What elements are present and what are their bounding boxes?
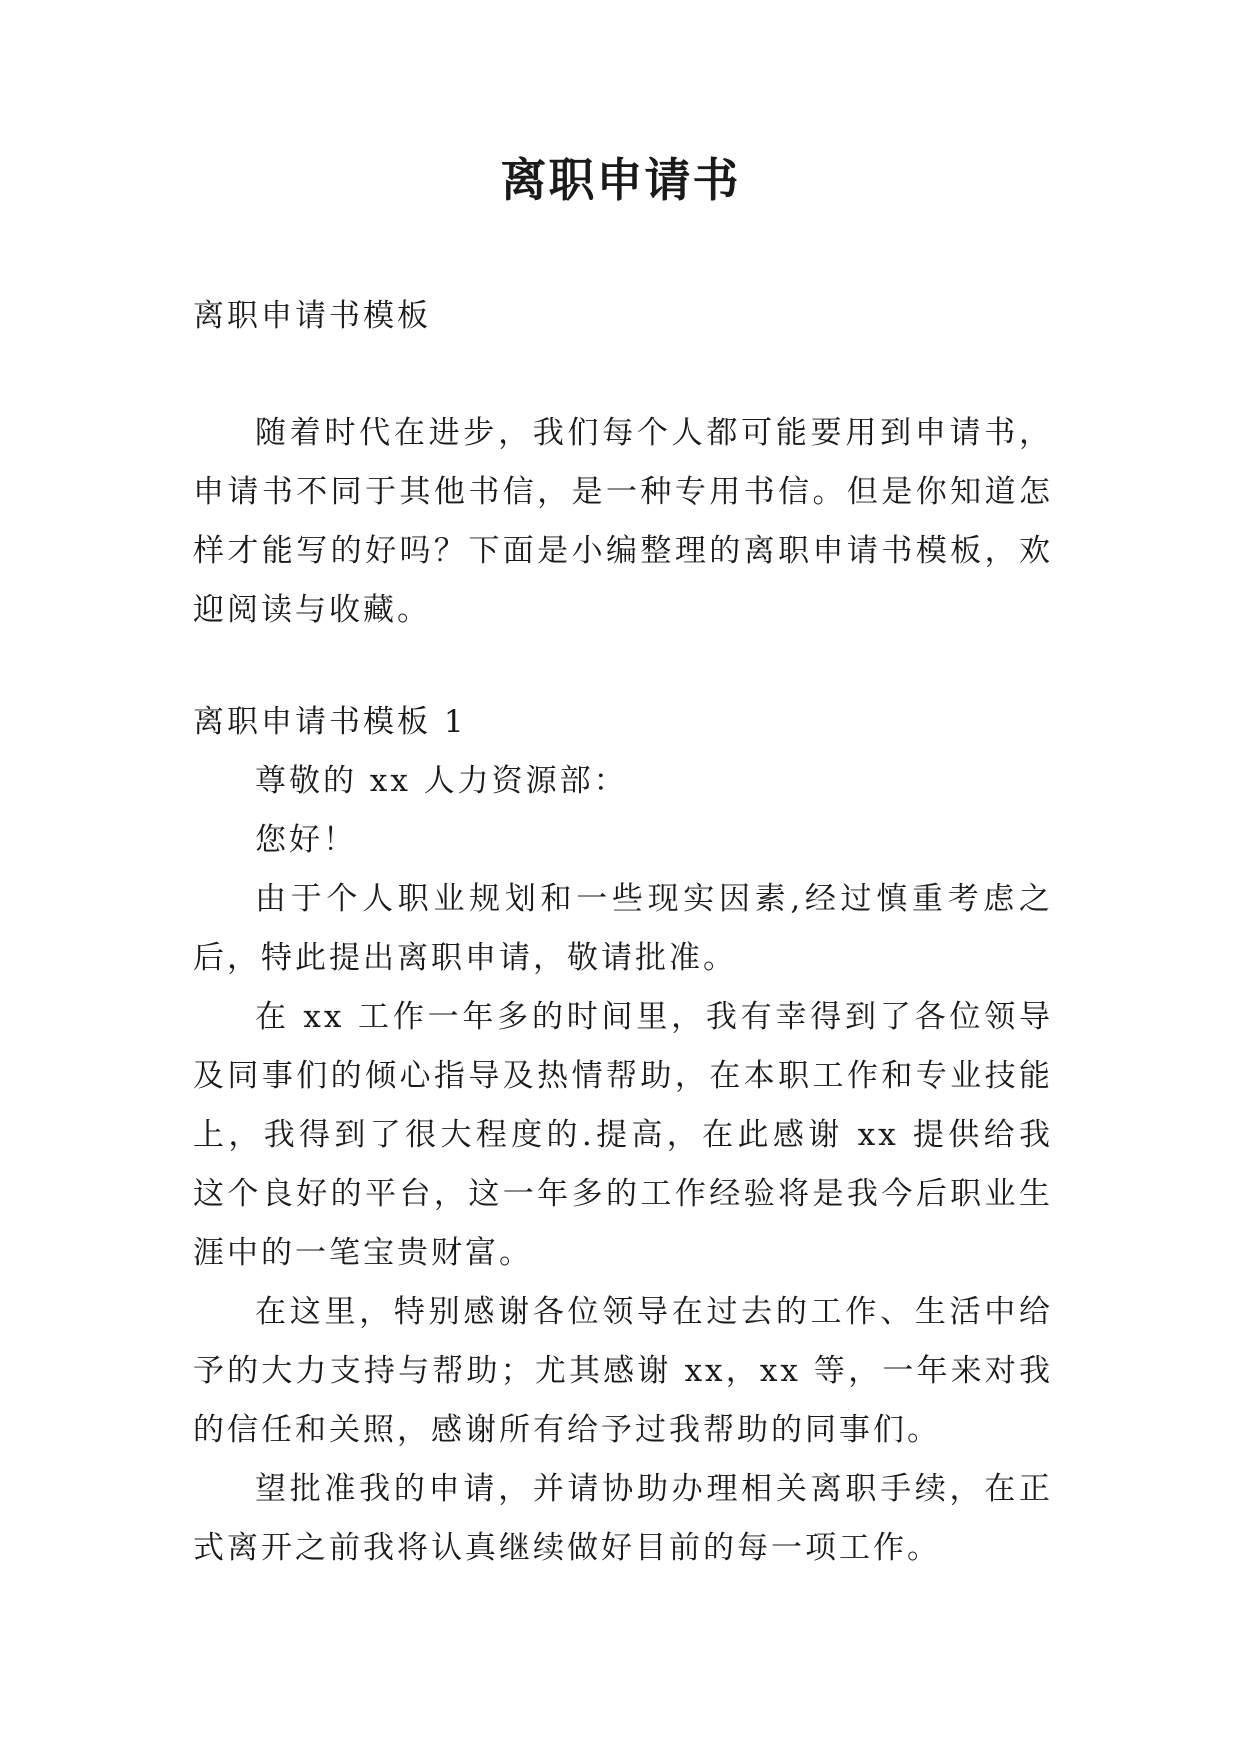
template-heading: 离职申请书模板 1 — [193, 704, 467, 740]
greeting: 您好！ — [255, 822, 357, 858]
letter-paragraph-2: 在 xx 工作一年多的时间里，我有幸得到了各位领导及同事们的倾心指导及热情帮助，在本职工作和专业技能上，我得到了很大程度的.提高，在此感谢 xx 提供给我这个良好的平台，这一年多的工作经验将是我今后职业生涯中的一笔宝贵财富。 — [193, 999, 1053, 1271]
document-title: 离职申请书 — [500, 153, 741, 207]
intro-paragraph: 随着时代在进步，我们每个人都可能要用到申请书，申请书不同于其他书信，是一种专用书信。但是你知道怎样才能写的好吗？下面是小编整理的离职申请书模板，欢迎阅读与收藏。 — [193, 415, 1053, 628]
subtitle-text: 离职申请书模板 — [193, 298, 431, 334]
salutation: 尊敬的 xx 人力资源部： — [255, 763, 628, 799]
letter-paragraph-1: 由于个人职业规划和一些现实因素,经过慎重考虑之后，特此提出离职申请，敬请批准。 — [193, 881, 1053, 976]
letter-paragraph-3: 在这里，特别感谢各位领导在过去的工作、生活中给予的大力支持与帮助；尤其感谢 xx，xx 等，一年来对我的信任和关照，感谢所有给予过我帮助的同事们。 — [193, 1294, 1053, 1448]
document-subtitle — [193, 287, 1053, 346]
intro-block — [193, 404, 1053, 640]
letter-section — [193, 693, 1053, 1578]
letter-paragraph-4: 望批准我的申请，并请协助办理相关离职手续，在正式离开之前我将认真继续做好目前的每一项工作。 — [193, 1471, 1053, 1566]
